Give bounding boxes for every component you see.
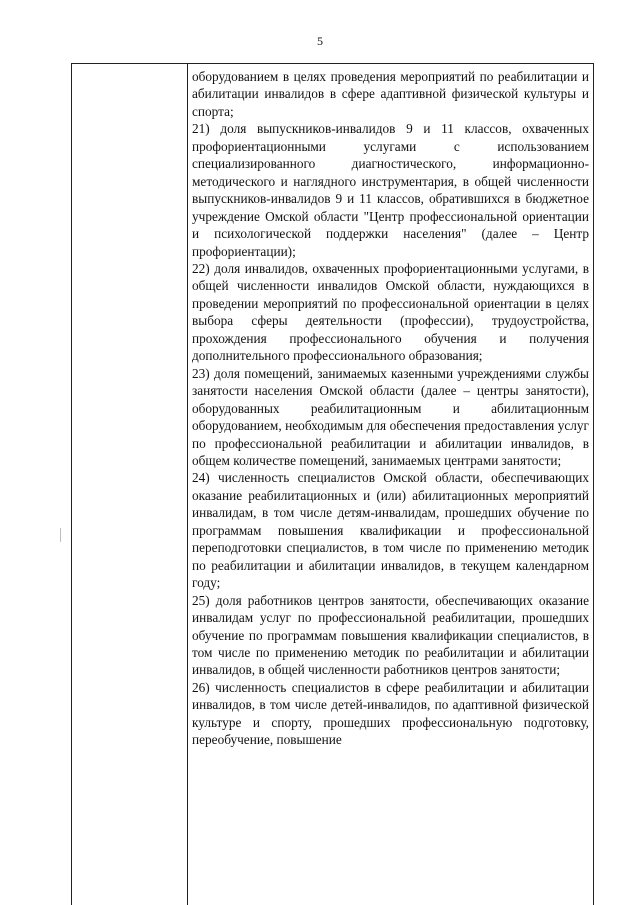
- list-item-26: 26) численность специалистов в сфере реабилитации и абилитации инвалидов, в том числе детей-инвалидов, по адаптивной физической культуре и спорту, прошедших профессиональную подготовку, переобучение, повышение: [192, 679, 589, 748]
- list-item-20-continuation: оборудованием в целях проведения мероприятий по реабилитации и абилитации инвалидов в сфере адаптивной физической культуры и спорта;: [192, 69, 589, 119]
- column-divider: [187, 64, 188, 905]
- document-table: [71, 63, 594, 905]
- list-item-22: 22) доля инвалидов, охваченных профориентационными услугами, в общей численности инвалидов Омской области, нуждающихся в проведении мероприятий по профессиональной ориентации в целях выбора сферы деятельности (профессии), трудоустройства, прохождения профессионального обучения и получения дополнительного профессионального образования;: [192, 260, 589, 364]
- list-item-21: 21) доля выпускников-инвалидов 9 и 11 классов, охваченных профориентационными услугами с использованием специализированного диагностического, информационно-методического и наглядного инструментария, в общей численности выпускников-инвалидов 9 и 11 классов, обратившихся в бюджетное учреждение Омской области "Центр профессиональной ориентации и психологической поддержки населения" (далее – Центр профориентации);: [192, 121, 589, 259]
- table-content-cell: [192, 68, 589, 749]
- list-item-25: 25) доля работников центров занятости, обеспечивающих оказание инвалидам услуг по профессиональной реабилитации, прошедших обучение по программам повышения квалификации специалистов, в том числе по применению методик по реабилитации и абилитации инвалидов, в общей численности работников центров занятости;: [192, 592, 589, 678]
- list-item-24: 24) численность специалистов Омской области, обеспечивающих оказание реабилитационных и (или) абилитационных мероприятий инвалидам, в том числе детям-инвалидам, прошедших обучение по программам повышения квалификации и профессиональной переподготовки специалистов, в том числе по применению методик по реабилитации и абилитации инвалидов, в текущем календарном году;: [192, 470, 589, 591]
- page-number: 5: [317, 34, 323, 48]
- list-item-23: 23) доля помещений, занимаемых казенными учреждениями службы занятости населения Омской области (далее – центры занятости), оборудованных реабилитационным и абилитационным оборудованием, необходимым для обеспечения предоставления услуг по профессиональной реабилитации и абилитации инвалидов, в общем количестве помещений, занимаемых центрами занятости;: [192, 365, 589, 468]
- margin-mark: [60, 528, 61, 542]
